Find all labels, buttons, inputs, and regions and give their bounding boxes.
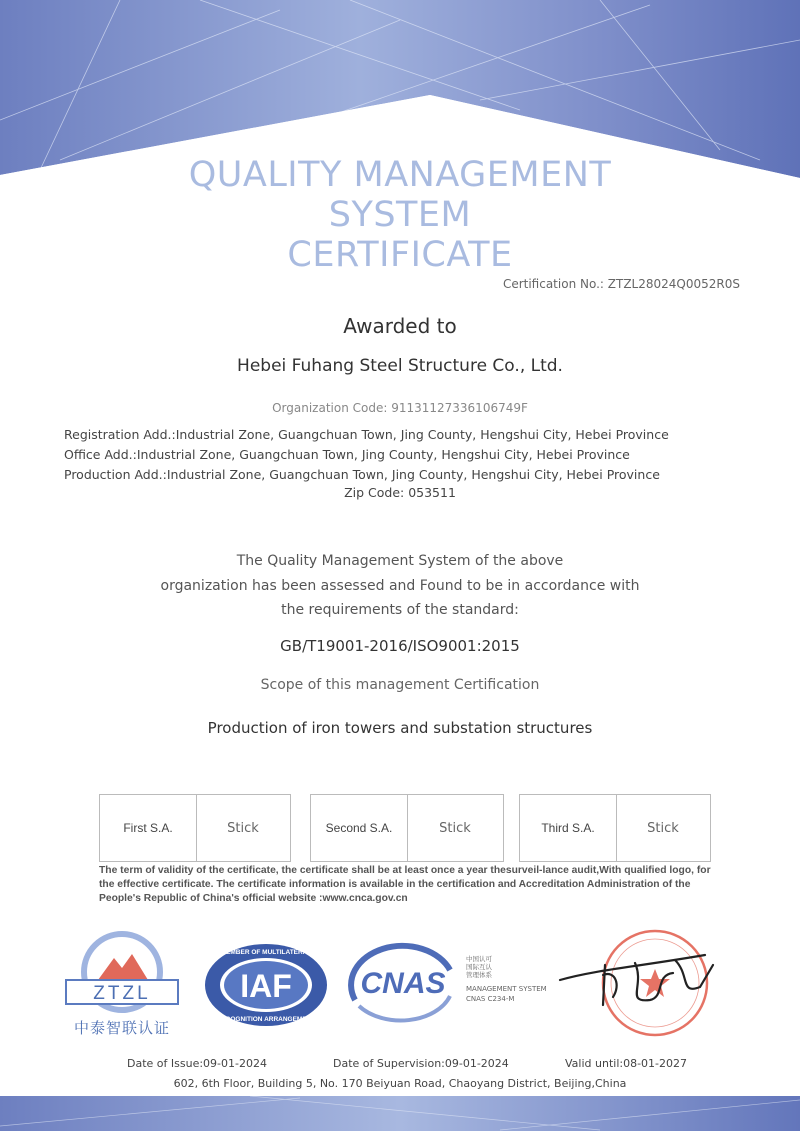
ztzl-logo xyxy=(62,930,182,1018)
header-banner xyxy=(0,0,800,180)
valid-until: Valid until:08-01-2027 xyxy=(565,1057,688,1070)
scope-label: Scope of this management Certification xyxy=(260,677,540,693)
office-address: Office Add.:Industrial Zone, Guangchuan Town, Jing County, Hengshui City, Hebei Province xyxy=(64,447,630,462)
certification-number xyxy=(420,277,740,291)
official-seal xyxy=(555,925,725,1045)
certification-value: ZTZL28024Q0052R0S xyxy=(607,277,740,291)
cnas-ms-label: MANAGEMENT SYSTEM xyxy=(466,985,547,993)
registration-address: Registration Add.:Industrial Zone, Guangchuan Town, Jing County, Hengshui City, Hebei Province xyxy=(64,427,669,442)
zip-code: Zip Code: 053511 xyxy=(344,485,456,500)
cnas-management-system xyxy=(466,984,547,1004)
cnas-logo xyxy=(345,940,460,1026)
scope-text: Production of iron towers and substation structures xyxy=(207,719,593,737)
second-sa-stick: Stick xyxy=(439,820,471,836)
production-address: Production Add.:Industrial Zone, Guangchuan Town, Jing County, Hengshui City, Hebei Province xyxy=(64,467,660,482)
cnas-text: CNAS xyxy=(360,967,446,1000)
cnas-cn-line-2: 国际互认 xyxy=(466,963,492,971)
cnas-cn-line-3: 管理体系 xyxy=(466,971,492,979)
second-sa-box xyxy=(310,794,504,862)
footer-banner xyxy=(0,1096,800,1131)
certification-label: Certification No.: xyxy=(502,277,604,291)
iaf-ring-top: MEMBER OF MULTILATERAL xyxy=(220,949,312,956)
iaf-logo xyxy=(203,942,329,1028)
third-sa-label: Third S.A. xyxy=(520,795,617,861)
cnas-code: CNAS C234-M xyxy=(466,995,515,1003)
first-sa-label: First S.A. xyxy=(100,795,197,861)
statement-line-2: organization has been assessed and Found to be in accordance with xyxy=(160,578,640,594)
title-line-2: SYSTEM xyxy=(328,195,472,235)
cnas-chinese-text xyxy=(466,955,492,979)
awarded-to: Awarded to xyxy=(343,314,457,338)
first-sa-stick: Stick xyxy=(227,820,259,836)
statement-line-3: the requirements of the standard: xyxy=(281,602,519,618)
title-line-3: CERTIFICATE xyxy=(287,235,513,275)
organization-code: Organization Code: 91131127336106749F xyxy=(272,401,528,415)
second-sa-label: Second S.A. xyxy=(311,795,408,861)
footer-address: 602, 6th Floor, Building 5, No. 170 Beiyuan Road, Chaoyang District, Beijing,China xyxy=(173,1077,627,1090)
standard: GB/T19001-2016/ISO9001:2015 xyxy=(280,637,520,655)
iaf-ring-bottom: RECOGNITION ARRANGEMENT xyxy=(216,1016,316,1023)
statement-line-1: The Quality Management System of the above xyxy=(236,553,564,569)
company-name: Hebei Fuhang Steel Structure Co., Ltd. xyxy=(237,356,563,376)
cnas-cn-line-1: 中国认可 xyxy=(466,955,492,963)
ztzl-text: ZTZL xyxy=(93,983,151,1004)
validity-note: The term of validity of the certificate, the certificate shall be at least once a year thesurveil-lance audit,With qualified logo, for the effective certificate. The certificate information is available in the certification and Accreditation Administration of the People's Republic of China's official website :www.cnca.gov.cn xyxy=(99,865,711,904)
third-sa-box xyxy=(519,794,711,862)
title-line-1: QUALITY MANAGEMENT xyxy=(188,155,612,195)
date-of-issue: Date of Issue:09-01-2024 xyxy=(127,1057,267,1070)
date-of-supervision: Date of Supervision:09-01-2024 xyxy=(333,1057,509,1070)
signature xyxy=(560,955,713,1005)
first-sa-box xyxy=(99,794,291,862)
ztzl-chinese-name: 中泰智联认证 xyxy=(73,1019,170,1037)
iaf-text: IAF xyxy=(240,968,292,1004)
third-sa-stick: Stick xyxy=(647,820,679,836)
